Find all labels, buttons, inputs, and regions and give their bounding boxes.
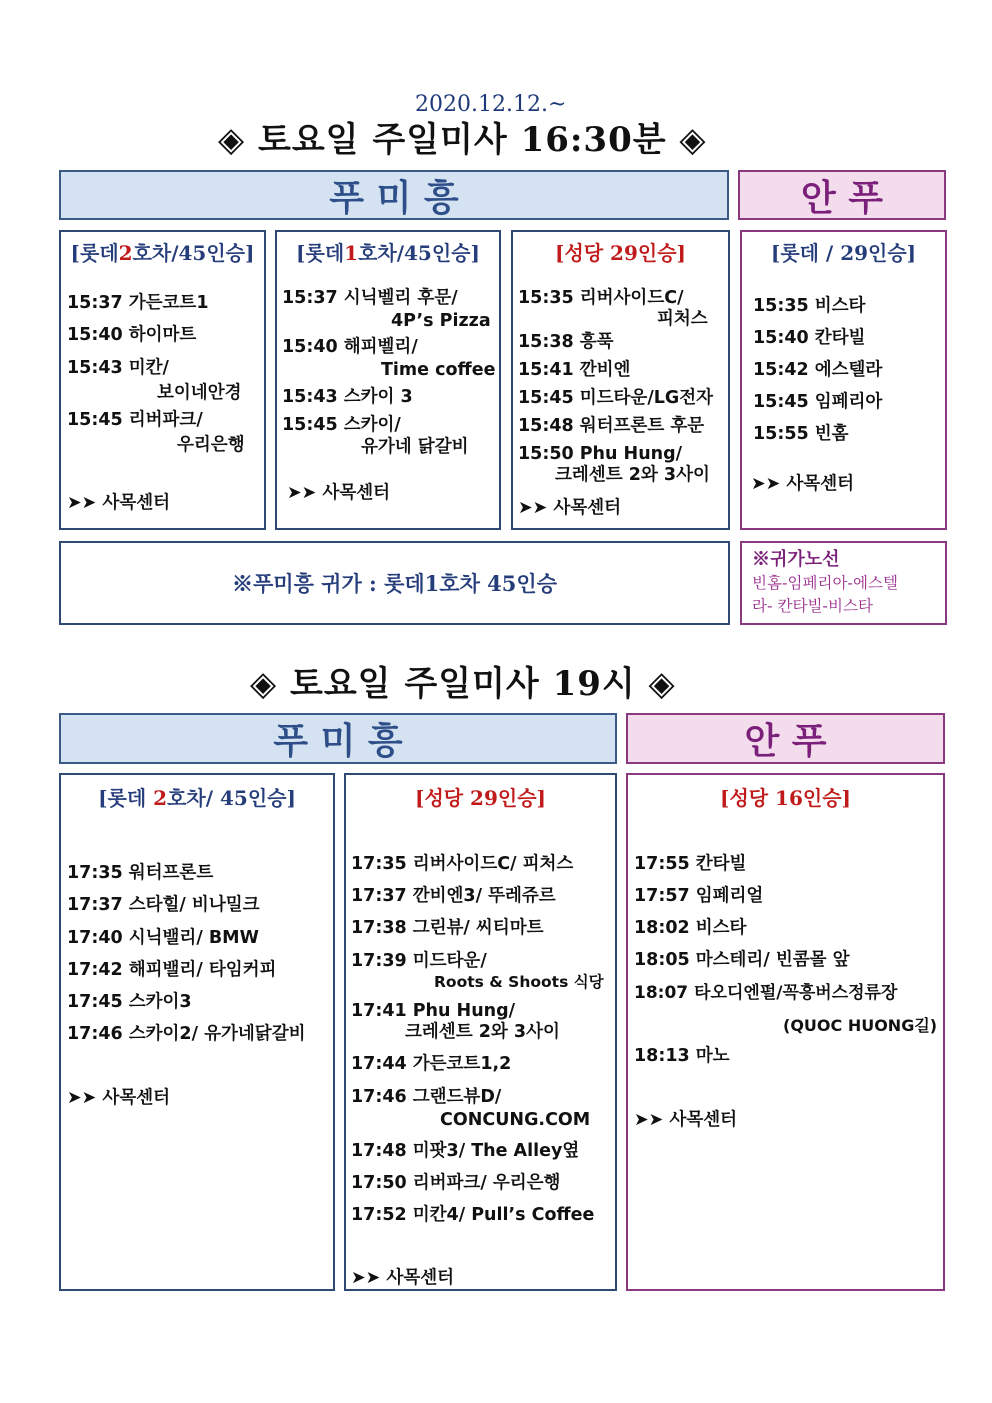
s1-col3-stop-0: 15:35 리버사이드C/ [518, 288, 684, 308]
section2-phumyhung-bar: 푸 미 흥 [59, 713, 617, 764]
s2-col3-stop-2: 18:02 비스타 [634, 918, 747, 938]
s2-col1-header: [롯데 2호차/ 45인승] [98, 786, 296, 810]
s1-col4-stop-0: 15:35 비스타 [753, 296, 866, 316]
s1-col4-stop-3: 15:45 임페리아 [753, 392, 883, 412]
section2-anphu-bar: 안 푸 [626, 713, 945, 764]
s2-col3-stop-4-cont: (QUOC HUONG길) [783, 1016, 938, 1035]
s1-col1-stop-2-cont: 보이네안경 [157, 383, 242, 403]
s1-col2-stop-1-cont: Time coffee [381, 360, 496, 380]
s2-col3-stop-3: 18:05 마스테리/ 빈콤몰 앞 [634, 950, 850, 970]
s1-col2-header: [롯데1호차/45인승] [296, 241, 480, 265]
s2-col3-end: ➤➤ 사목센터 [634, 1110, 738, 1130]
date-label: 2020.12.12.~ [415, 92, 567, 117]
s1-col2-stop-0-cont: 4P’s Pizza [391, 311, 491, 331]
s2-col2-end: ➤➤ 사목센터 [351, 1268, 455, 1288]
s1-col1-stop-0: 15:37 가든코트1 [67, 293, 209, 313]
s1-col3-box [511, 230, 730, 530]
s1-col3-end: ➤➤ 사목센터 [518, 498, 622, 518]
s1-col4-stop-1: 15:40 칸타빌 [753, 328, 866, 348]
s2-col2-stop-8: 17:50 리버파크/ 우리은행 [351, 1173, 561, 1193]
s2-col2-stop-6: 17:46 그랜드뷰D/ [351, 1087, 502, 1107]
s1-col3-stop-2: 15:41 깐비엔 [518, 360, 631, 380]
s2-col2-stop-4: 17:41 Phu Hung/ [351, 1001, 516, 1021]
s2-col3-header: [성당 16인승] [719, 786, 851, 810]
s2-col2-stop-9: 17:52 미칸4/ Pull’s Coffee [351, 1205, 595, 1225]
s1-col3-stop-1: 15:38 흥푹 [518, 332, 614, 352]
s1-col2-stop-3-cont: 유가네 닭갈비 [361, 437, 469, 457]
s2-col1-end: ➤➤ 사목센터 [67, 1088, 171, 1108]
s2-col2-stop-3: 17:39 미드타운/ [351, 951, 487, 971]
s2-col2-stop-2: 17:38 그린뷰/ 씨티마트 [351, 918, 544, 938]
s1-return-route-title: ※귀가노선 [752, 549, 840, 570]
s2-col1-stop-1: 17:37 스타힐/ 비나밀크 [67, 895, 260, 915]
s2-col1-stop-5: 17:46 스카이2/ 유가네닭갈비 [67, 1024, 306, 1044]
section1-heading: ◈ 토요일 주일미사 16:30분 ◈ [218, 120, 707, 160]
section2-heading: ◈ 토요일 주일미사 19시 ◈ [250, 664, 676, 704]
s1-col1-header: [롯데2호차/45인승] [70, 241, 255, 265]
s1-col1-stop-3: 15:45 리버파크/ [67, 410, 203, 430]
s2-col2-stop-3-cont: Roots & Shoots 식당 [434, 973, 604, 991]
s1-col1-end: ➤➤ 사목센터 [67, 493, 171, 513]
s1-col4-stop-2: 15:42 에스텔라 [753, 360, 883, 380]
s1-col1-box [59, 230, 266, 530]
s2-col2-header: [성당 29인승] [414, 786, 546, 810]
s1-col2-end: ➤➤ 사목센터 [287, 483, 391, 503]
s2-col3-stop-1: 17:57 임페리얼 [634, 886, 764, 906]
s1-col1-stop-1: 15:40 하이마트 [67, 325, 197, 345]
s2-col3-box [626, 773, 945, 1291]
s2-col1-stop-2: 17:40 시닉밸리/ BMW [67, 928, 259, 948]
s2-col1-stop-3: 17:42 해피밸리/ 타임커피 [67, 960, 277, 980]
s1-col2-stop-0: 15:37 시닉벨리 후문/ [282, 288, 458, 308]
s2-col2-stop-7: 17:48 미팟3/ The Alley옆 [351, 1141, 580, 1161]
s1-return-note-box [59, 541, 730, 625]
s1-col1-stop-3-cont: 우리은행 [177, 435, 245, 455]
s2-col1-box [59, 773, 335, 1291]
s2-col1-stop-4: 17:45 스카이3 [67, 992, 192, 1012]
s1-col3-header: [성당 29인승] [554, 241, 686, 265]
s1-return-route-line1: 빈홈-임페리아-에스텔 [752, 574, 898, 592]
s1-col2-stop-3: 15:45 스카이/ [282, 415, 401, 435]
s1-col3-stop-5-cont: 크레센트 2와 3사이 [555, 465, 710, 485]
section1-phumyhung-bar: 푸 미 흥 [59, 170, 729, 220]
s2-col3-stop-0: 17:55 칸타빌 [634, 854, 747, 874]
s1-col3-stop-3: 15:45 미드타운/LG전자 [518, 388, 714, 408]
s1-col3-stop-0-cont: 피처스 [657, 309, 708, 329]
s1-col3-stop-4: 15:48 워터프론트 후문 [518, 416, 705, 436]
s1-col2-stop-2: 15:43 스카이 3 [282, 387, 413, 407]
s1-return-route-line2: 라- 칸타빌-비스타 [752, 597, 873, 615]
s1-col1-stop-2: 15:43 미칸/ [67, 358, 169, 378]
s1-col4-box [740, 230, 947, 530]
s2-col2-stop-4-cont: 크레센트 2와 3사이 [405, 1022, 560, 1042]
s2-col2-stop-5: 17:44 가든코트1,2 [351, 1054, 512, 1074]
s1-col2-box [275, 230, 501, 530]
s2-col2-stop-0: 17:35 리버사이드C/ 피처스 [351, 854, 574, 874]
s2-col2-box [344, 773, 617, 1291]
s2-col1-stop-0: 17:35 워터프론트 [67, 863, 214, 883]
s2-col2-stop-1: 17:37 깐비엔3/ 뚜레쥬르 [351, 886, 556, 906]
s1-return-route-box [740, 541, 947, 625]
s1-col4-header: [롯데 / 29인승] [770, 241, 917, 265]
s2-col2-stop-6-cont: CONCUNG.COM [440, 1110, 591, 1130]
s1-col4-end: ➤➤ 사목센터 [751, 474, 855, 494]
s1-return-note: ※푸미흥 귀가 : 롯데1호차 45인승 [232, 571, 557, 596]
s1-col4-stop-4: 15:55 빈홈 [753, 424, 849, 444]
s1-col3-stop-5: 15:50 Phu Hung/ [518, 444, 683, 464]
s1-col2-stop-1: 15:40 해피벨리/ [282, 337, 418, 357]
s2-col3-stop-4: 18:07 타오디엔펄/꼭흥버스정류장 [634, 983, 898, 1003]
s2-col3-stop-5: 18:13 마노 [634, 1046, 730, 1066]
section1-anphu-bar: 안 푸 [738, 170, 946, 220]
